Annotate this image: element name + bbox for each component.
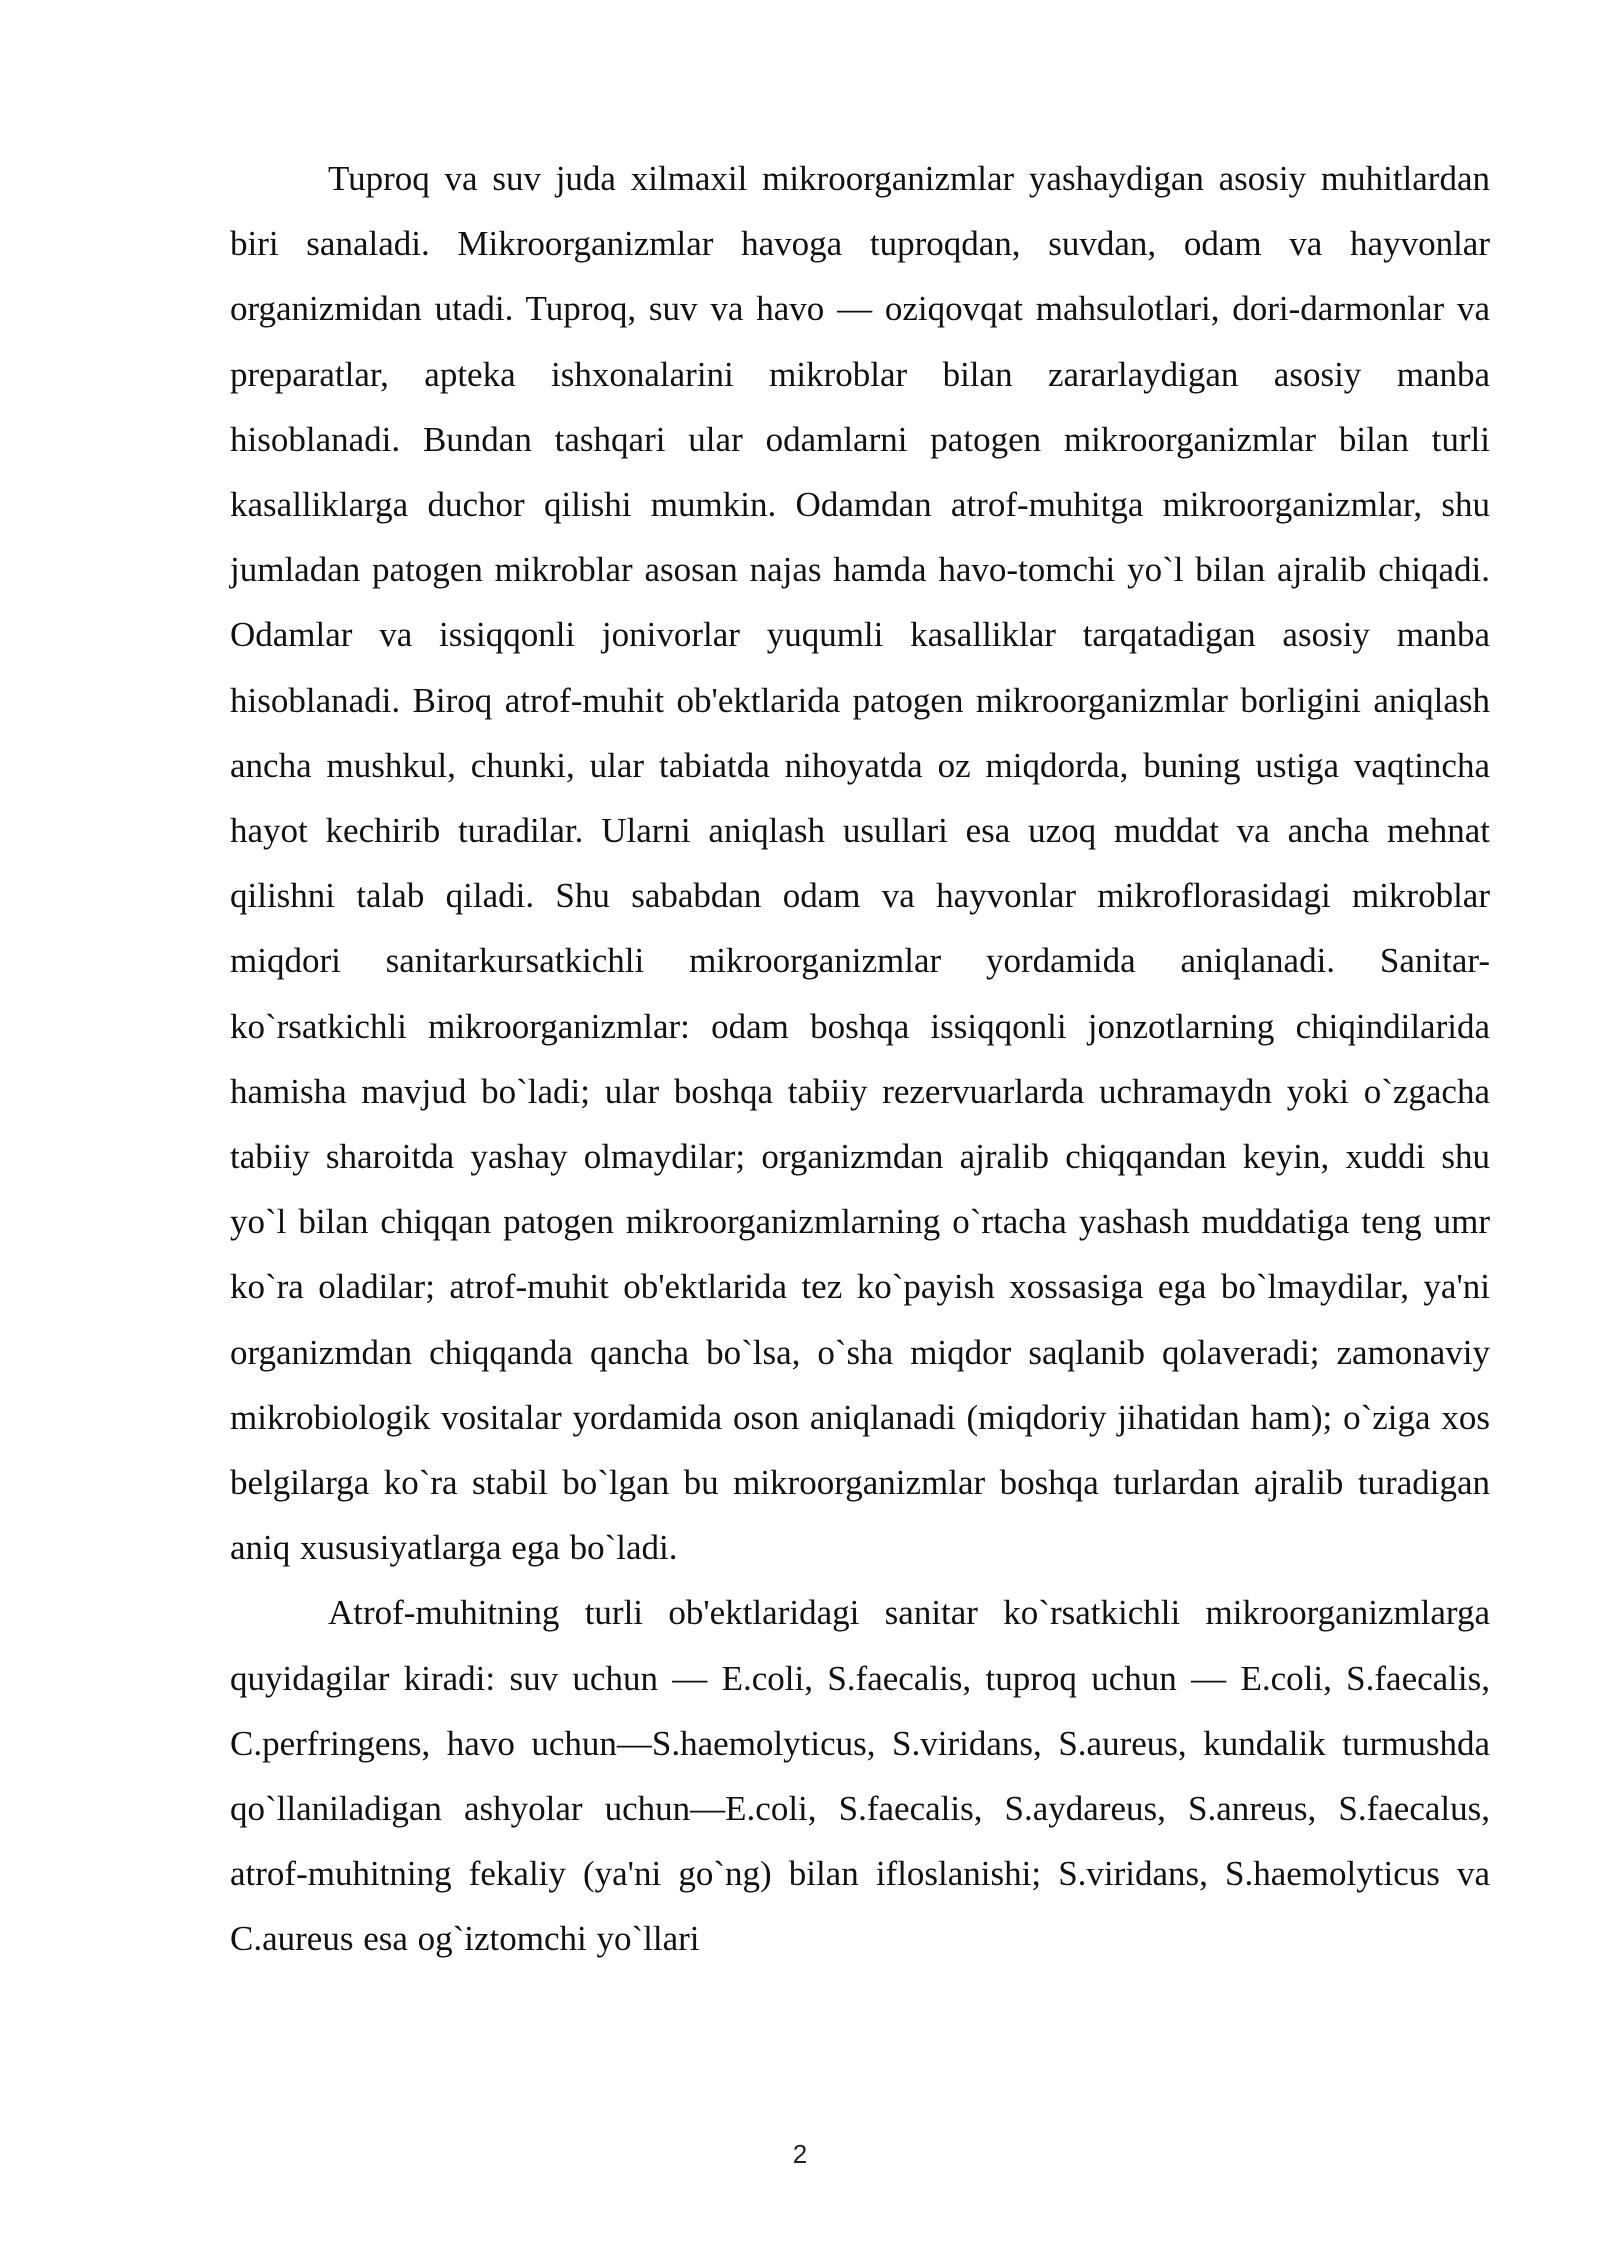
page-body bbox=[230, 146, 1490, 1972]
paragraph-indicators: Atrof-muhitning turli ob'ektlaridagi sanitar ko`rsatkichli mikroorganizmlarga quyidagilar kiradi: suv uchun — E.coli, S.faecalis, tuproq uchun — E.coli, S.faecalis, C.perfringens, havo uchun—S.haemolyticus, S.viridans, S.aureus, kundalik turmushda qo`llaniladigan ashyolar uchun—E.coli, S.faecalis, S.aydareus, S.anreus, S.faecalus, atrof-muhitning fekaliy (ya'ni go`ng) bilan ifloslanishi; S.viridans, S.haemolyticus va C.aureus esa og`iztomchi yo`llari bbox=[230, 1593, 1490, 1959]
page-number: 2 bbox=[792, 2139, 808, 2169]
paragraph-intro: Tuproq va suv juda xilmaxil mikroorganizmlar yashaydigan asosiy muhitlardan biri sanaladi. Mikroorganizmlar havoga tuproqdan, suvdan, odam va hayvonlar organizmidan utadi. Tuproq, suv va havo — oziqovqat mahsulotlari, dori-darmonlar va preparatlar, apteka ishxonalarini mikroblar bilan zararlaydigan asosiy manba hisoblanadi. Bundan tashqari ular odamlarni patogen mikroorganizmlar bilan turli kasalliklarga duchor qilishi mumkin. Odamdan atrof-muhitga mikroorganizmlar, shu jumladan patogen mikroblar asosan najas hamda havo-tomchi yo`l bilan ajralib chiqadi. Odamlar va issiqqonli jonivorlar yuqumli kasalliklar tarqatadigan asosiy manba hisoblanadi. Biroq atrof-muhit ob'ektlarida patogen mikroorganizmlar borligini aniqlash ancha mushkul, chunki, ular tabiatda nihoyatda oz miqdorda, buning ustiga vaqtincha hayot kechirib turadilar. Ularni aniqlash usullari esa uzoq muddat va ancha mehnat qilishni talab qiladi. Shu sababdan odam va hayvonlar mikroflorasidagi mikroblar miqdori sanitarkursatkichli mikroorganizmlar yordamida aniqlanadi. Sanitar-ko`rsatkichli mikroorganizmlar: odam boshqa issiqqonli jonzotlarning chiqindilarida hamisha mavjud bo`ladi; ular boshqa tabiiy rezervuarlarda uchramaydn yoki o`zgacha tabiiy sharoitda yashay olmaydilar; organizmdan ajralib chiqqandan keyin, xuddi shu yo`l bilan chiqqan patogen mikroorganizmlarning o`rtacha yashash muddatiga teng umr ko`ra oladilar; atrof-muhit ob'ektlarida tez ko`payish xossasiga ega bo`lmaydilar, ya'ni organizmdan chiqqanda qancha bo`lsa, o`sha miqdor saqlanib qolaveradi; zamonaviy mikrobiologik vositalar yordamida oson aniqlanadi (miqdoriy jihatidan ham); o`ziga xos belgilarga ko`ra stabil bo`lgan bu mikroorganizmlar boshqa turlardan ajralib turadigan aniq xususiyatlarga ega bo`ladi. bbox=[230, 159, 1490, 1568]
